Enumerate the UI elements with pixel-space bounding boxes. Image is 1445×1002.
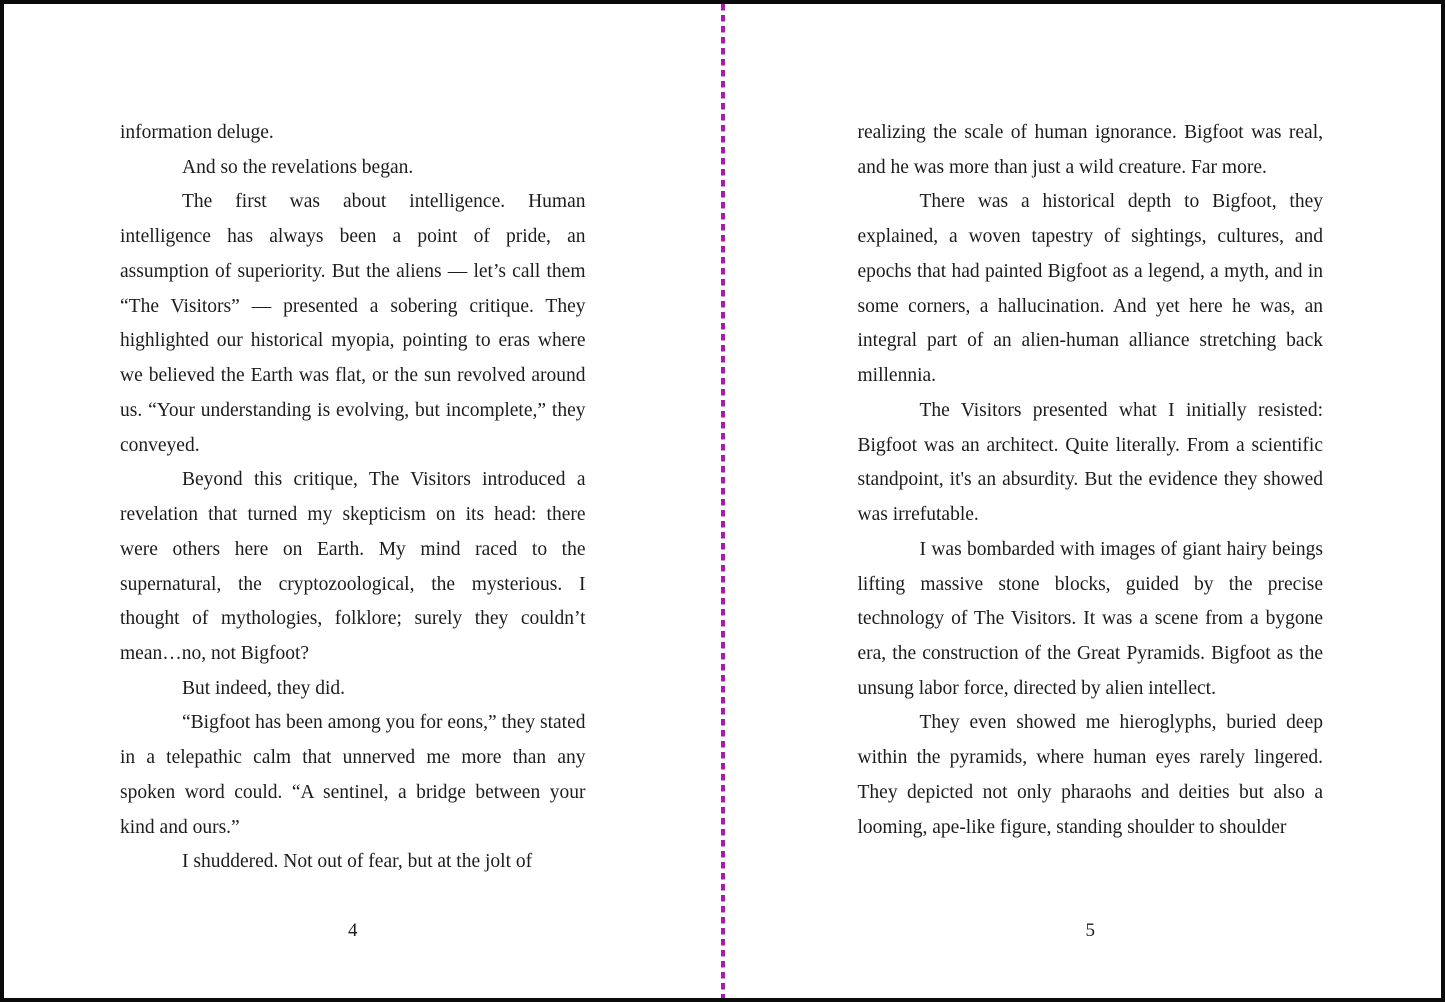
paragraph: realizing the scale of human ignorance. Bigfoot was real, and he was more than just a wild creature. Far more. bbox=[857, 122, 1323, 178]
paragraph: information deluge. bbox=[120, 122, 274, 143]
paragraph: There was a historical depth to Bigfoot, they explained, a woven tapestry of sightings, cultures, and epochs that had painted Bigfoot as a legend, a myth, and in some corners, a hallucination. And yet here he was, an integral part of an alien-human alliance stretching back millennia. bbox=[857, 191, 1323, 387]
paragraph: “Bigfoot has been among you for eons,” they stated in a telepathic calm that unnerved me more than any spoken word could. “A sentinel, a bridge between your kind and ours.” bbox=[120, 712, 586, 838]
paragraph: The Visitors presented what I initially resisted: Bigfoot was an architect. Quite literally. From a scientific standpoint, it's an absurdity. But the evidence they showed was irrefutable. bbox=[857, 399, 1323, 526]
page-left-number: 4 bbox=[348, 920, 358, 941]
paragraph: And so the revelations began. bbox=[182, 156, 414, 178]
page-right bbox=[725, 4, 1442, 998]
paragraph: But indeed, they did. bbox=[182, 677, 346, 699]
paragraph: Beyond this critique, The Visitors introduced a revelation that turned my skepticism on its head: there were others here on Earth. My mind raced to the supernatural, the cryptozoological, the mysterious. I thought of mythologies, folklore; surely they couldn’t mean…no, not Bigfoot? bbox=[120, 469, 586, 665]
paragraph: I was bombarded with images of giant hairy beings lifting massive stone blocks, guided by the precise technology of The Visitors. It was a scene from a bygone era, the construction of the Great Pyramids. Bigfoot as the unsung labor force, directed by alien intellect. bbox=[857, 538, 1323, 699]
paragraph: The first was about intelligence. Human intelligence has always been a point of pride, an assumption of superiority. But the aliens — let’s call them “The Visitors” — presented a sobering critique. They highlighted our historical myopia, pointing to eras where we believed the Earth was flat, or the sun revolved around us. “Your understanding is evolving, but incomplete,” they conveyed. bbox=[120, 191, 586, 456]
page-left-text bbox=[120, 116, 586, 880]
paragraph: They even showed me hieroglyphs, buried deep within the pyramids, where human eyes rarely lingered. They depicted not only pharaohs and deities but also a looming, ape-like figure, standing shoulder to shoulder bbox=[857, 712, 1323, 838]
paragraph: I shuddered. Not out of fear, but at the jolt of bbox=[182, 851, 533, 873]
page-right-text bbox=[858, 116, 1324, 845]
page-left bbox=[4, 4, 721, 998]
page-right-number: 5 bbox=[1085, 920, 1095, 941]
